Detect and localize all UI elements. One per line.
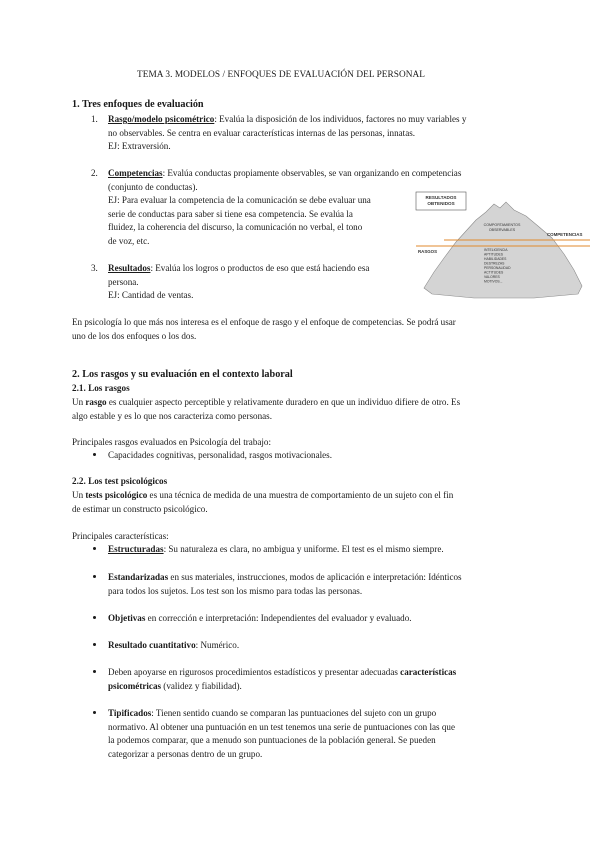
- item-2-term: Competencias: [108, 168, 163, 178]
- iceberg-figure: [414, 190, 590, 300]
- characteristic-term: Resultado cuantitativo: [108, 640, 196, 650]
- bullet-dot: [93, 643, 96, 646]
- item-3-example: EJ: Cantidad de ventas.: [108, 290, 194, 300]
- item-3-line-2: persona.: [108, 276, 139, 287]
- item-1-number: 1.: [91, 114, 98, 124]
- bullet-dot: [93, 616, 96, 619]
- test-definition-line-1: [72, 489, 453, 503]
- rasgos-list-intro: Principales rasgos evaluados en Psicología del trabajo:: [72, 437, 272, 447]
- item-2-line-5: fluidez, la coherencia del discurso, la comunicación no verbal, el tono: [108, 222, 363, 232]
- rasgo-definition-pre: Un: [72, 397, 86, 407]
- characteristic-typified: [108, 707, 436, 721]
- characteristic-objective: [108, 612, 412, 626]
- conclusion-line-1: En psicología lo que más nos interesa es el enfoque de rasgo y el enfoque de competencias. Se podrá usar: [72, 317, 456, 327]
- item-3-text: : Evalúa los logros o productos de eso que está haciendo esa: [150, 263, 370, 273]
- rasgos-list-item: INTELIGENCIA: [484, 248, 508, 252]
- item-1-example: EJ: Extraversión.: [108, 141, 171, 151]
- characteristic-structured: [108, 543, 444, 557]
- characteristic-text: : Su naturaleza es clara, no ambigua y uniforme. El test es el mismo siempre.: [163, 544, 444, 554]
- rasgos-list-item: ACTITUDES: [484, 270, 504, 275]
- rasgo-definition-line-2: algo estable y es lo que nos caracteriza como personas.: [72, 410, 272, 421]
- conclusion-line-2: uno de los dos enfoques o los dos.: [72, 330, 197, 341]
- item-2-line-2: (conjunto de conductas).: [108, 181, 198, 192]
- item-2-number: 2.: [91, 168, 98, 178]
- characteristic-quantitative: [108, 639, 239, 653]
- rasgo-definition-line-1: [72, 396, 460, 410]
- item-2-text: : Evalúa conductas propiamente observables, se van organizando en competencias: [162, 168, 462, 178]
- item-2-line-3: EJ: Para evaluar la competencia de la comunicación se debe evaluar una: [108, 195, 371, 205]
- characteristic-term: Estructuradas: [108, 544, 164, 554]
- item-1-text: : Evalúa la disposición de los individuos, factores no muy variables y: [214, 114, 467, 124]
- characteristic-psychometric: [108, 666, 456, 680]
- item-1-line-2: no observables. Se centra en evaluar características internas de las personas, innatas.: [108, 127, 416, 138]
- section-1-heading: 1. Tres enfoques de evaluación: [72, 99, 204, 110]
- item-2-line-1: [108, 167, 461, 181]
- rasgos-list-item: MOTIVOS...: [484, 279, 503, 284]
- rasgos-label: RASGOS: [418, 249, 438, 254]
- characteristic-text: : Numérico.: [195, 640, 240, 650]
- section-2-heading: 2. Los rasgos y su evaluación en el contexto laboral: [72, 369, 293, 380]
- characteristic-typified-line-4: categorizar a personas dentro de un grupo.: [108, 748, 263, 759]
- characteristic-text: en sus materiales, instrucciones, modos de aplicación e interpretación: Idénticos: [168, 572, 462, 582]
- item-3-term: Resultados: [108, 263, 151, 273]
- item-2-line-4: serie de conductas para saber si tiene esa competencia. Se evalúa la: [108, 208, 353, 219]
- characteristic-term: Estandarizadas: [108, 572, 169, 582]
- characteristic-text: Deben apoyarse en rigurosos procedimientos estadísticos y presentar adecuadas: [108, 667, 401, 677]
- rasgos-list-item: PERSONALIDAD: [484, 266, 511, 270]
- characteristic-standardized-line-2: para todos los sujetos. Los test son los mismo para todas las personas.: [108, 585, 363, 596]
- item-1-line-1: [108, 113, 466, 127]
- comportamientos-label-1: COMPORTAMIENTOS: [483, 223, 521, 227]
- competencias-label: COMPETENCIAS: [547, 232, 583, 237]
- rasgos-list-item: HABILIDADES: [484, 257, 507, 261]
- characteristic-term: Objetivas: [108, 613, 146, 623]
- rasgos-list-item: APTITUDES: [484, 252, 504, 257]
- characteristic-text: (validez y fiabilidad).: [161, 680, 242, 691]
- test-definition-pre: Un: [72, 490, 86, 500]
- characteristic-typified-line-2: normativo. Al obtener una puntuación en un test tenemos una serie de puntuaciones con las que: [108, 721, 455, 732]
- test-term: tests psicológico: [85, 490, 148, 500]
- characteristic-term: características: [400, 667, 457, 677]
- rasgos-bullet: Capacidades cognitivas, personalidad, rasgos motivacionales.: [108, 450, 332, 460]
- resultados-label-2: OBTENIDOS: [427, 201, 455, 206]
- characteristic-standardized: [108, 571, 462, 585]
- characteristic-term: psicométricas: [108, 680, 162, 691]
- characteristic-typified-line-3: la podemos comparar, que a menudo son puntuaciones de la población general. Se pueden: [108, 735, 436, 745]
- bullet-dot: [93, 670, 96, 673]
- rasgo-term: rasgo: [85, 397, 107, 407]
- bullet-dot: [93, 575, 96, 578]
- rasgos-list-item: DESTREZAS: [484, 261, 505, 266]
- characteristics-intro: Principales características:: [72, 531, 169, 541]
- test-definition-line-2: de estimar un constructo psicológico.: [72, 503, 208, 514]
- resultados-label-1: RESULTADOS: [425, 195, 457, 200]
- characteristic-term: Tipificados: [108, 708, 152, 718]
- item-3-line-1: [108, 262, 369, 276]
- bullet-dot: [93, 547, 96, 550]
- rasgo-definition-text: es cualquier aspecto perceptible y relativamente duradero en que un individuo difiere de otro. Es: [106, 397, 461, 407]
- comportamientos-label-2: OBSERVABLES: [488, 228, 516, 232]
- test-definition-text: es una técnica de medida de una muestra de comportamiento de un sujeto con el fin: [147, 490, 454, 500]
- item-1-term: Rasgo/modelo psicométrico: [108, 114, 215, 124]
- characteristic-text: en corrección e interpretación: Independientes del evaluador y evaluado.: [145, 613, 412, 623]
- subsection-2-1-heading: 2.1. Los rasgos: [72, 383, 130, 393]
- characteristic-psychometric-line-2: [108, 680, 242, 694]
- characteristic-text: : Tienen sentido cuando se comparan las puntuaciones del sujeto con un grupo: [151, 708, 437, 718]
- page-title: TEMA 3. MODELOS / ENFOQUES DE EVALUACIÓN DEL PERSONAL: [137, 70, 426, 80]
- bullet-dot: [93, 453, 96, 456]
- item-3-number: 3.: [91, 263, 98, 273]
- item-2-line-6: de voz, etc.: [108, 235, 150, 246]
- rasgos-list-item: VALORES: [484, 275, 500, 279]
- subsection-2-2-heading: 2.2. Los test psicológicos: [72, 476, 168, 486]
- bullet-dot: [93, 711, 96, 714]
